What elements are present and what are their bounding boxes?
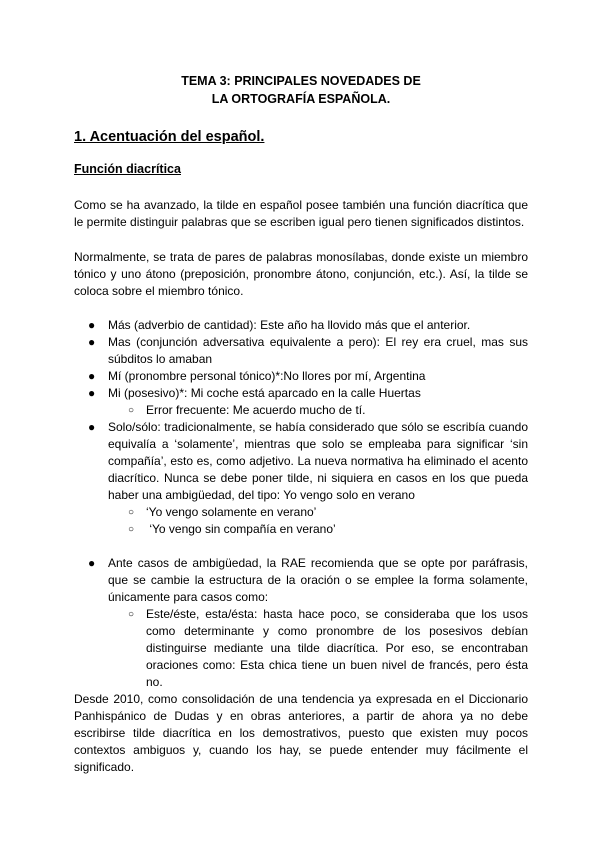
list-item	[74, 555, 528, 691]
list-item-text: Más (adverbio de cantidad): Este año ha llovido más que el anterior.	[108, 318, 471, 332]
list-item	[74, 334, 528, 368]
bullet-list	[74, 317, 528, 691]
pairs-paragraph: Normalmente, se trata de pares de palabras monosílabas, donde existe un miembro tónico y uno átono (preposición, pronombre átono, conjunción, etc.). Así, la tilde se coloca sobre el miembro tónico.	[74, 250, 528, 298]
section-heading: 1. Acentuación del español.	[74, 129, 265, 145]
bullet-dot-icon: ●	[88, 386, 96, 400]
bullet-dot-icon: ●	[88, 335, 96, 349]
sub-list	[108, 504, 528, 538]
list-item-text: Solo/sólo: tradicionalmente, se había considerado que sólo se escribía cuando equivalía a ‘solamente’, mientras que solo se empleaba para significar ‘sin compañía’, esto es, como adjetivo. La nueva normativa ha eliminado el acento diacrítico. Nunca se debe poner tilde, ni siquiera en casos en los que pueda haber una ambigüedad, del tipo: Yo vengo solo en verano	[108, 420, 528, 502]
document-title	[74, 72, 528, 108]
list-item	[74, 419, 528, 538]
bullet-dot-icon: ●	[88, 556, 96, 570]
subsection-heading: Función diacrítica	[74, 162, 181, 176]
sub-list-item-text: ‘Yo vengo sin compañía en verano’	[146, 522, 336, 536]
sub-list-item	[108, 521, 528, 538]
closing-paragraph: Desde 2010, como consolidación de una tendencia ya expresada en el Diccionario Panhispánico de Dudas y en obras anteriores, a partir de ahora ya no debe escribirse tilde diacrítica en los demostrativos, puesto que existen muy pocos contextos ambiguos y, cuando los hay, se puede entender muy fácilmente el significado.	[74, 692, 528, 774]
bullet-dot-icon: ●	[88, 318, 96, 332]
list-item-text: Mi (posesivo)*: Mi coche está aparcado en la calle Huertas	[108, 386, 421, 400]
title-line-2: LA ORTOGRAFÍA ESPAÑOLA.	[211, 92, 391, 106]
sub-list-item-text: Este/éste, esta/ésta: hasta hace poco, se consideraba que los usos como determinante y como pronombre de los posesivos debían distinguirse mediante una tilde diacrítica. Por eso, se encontraban oraciones como: Esta chica tiene un buen nivel de francés, pero ésta no.	[146, 607, 528, 689]
bullet-circle-icon: ○	[128, 524, 135, 535]
bullet-dot-icon: ●	[88, 420, 96, 434]
bullet-circle-icon: ○	[128, 507, 135, 518]
document-page	[74, 68, 528, 776]
list-item-text: Mas (conjunción adversativa equivalente a pero): El rey era cruel, mas sus súbditos lo amaban	[108, 335, 528, 366]
sub-list-item	[108, 504, 528, 521]
bullet-dot-icon: ●	[88, 369, 96, 383]
sub-list-item-text: Error frecuente: Me acuerdo mucho de tí.	[146, 403, 366, 417]
list-item	[74, 368, 528, 385]
sub-list-item-text: ‘Yo vengo solamente en verano’	[146, 505, 317, 519]
bullet-circle-icon: ○	[128, 609, 135, 620]
sub-list-item	[108, 402, 528, 419]
list-item	[74, 385, 528, 419]
list-item	[74, 317, 528, 334]
list-item-text: Ante casos de ambigüedad, la RAE recomienda que se opte por paráfrasis, que se cambie la estructura de la oración o se emplee la forma solamente, únicamente para casos como:	[108, 556, 528, 604]
sub-list-item	[108, 606, 528, 691]
list-item-text: Mí (pronombre personal tónico)*:No llores por mí, Argentina	[108, 369, 426, 383]
sub-list	[108, 402, 528, 419]
sub-list	[108, 606, 528, 691]
intro-paragraph: Como se ha avanzado, la tilde en español posee también una función diacrítica que le permite distinguir palabras que se escriben igual pero tienen significados distintos.	[74, 198, 528, 229]
bullet-circle-icon: ○	[128, 405, 135, 416]
title-line-1: TEMA 3: PRINCIPALES NOVEDADES DE	[181, 74, 421, 88]
